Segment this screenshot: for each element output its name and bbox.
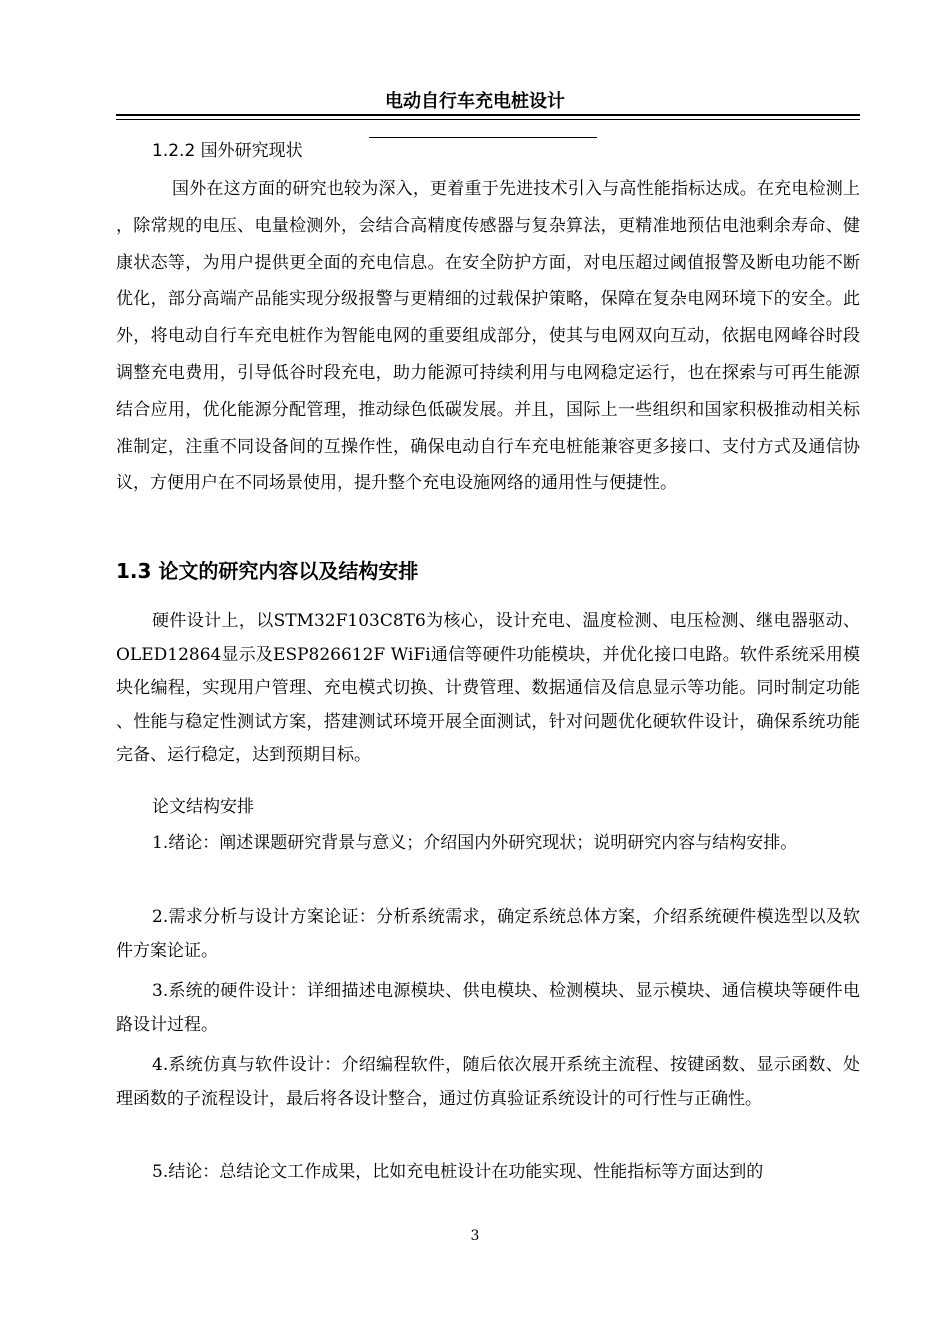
structure-list-item: 5.结论：总结论文工作成果，比如充电桩设计在功能实现、性能指标等方面达到的 [152, 1162, 764, 1182]
running-header-title: 电动自行车充电桩设计 [385, 91, 565, 112]
structure-list-item: 4.系统仿真与软件设计：介绍编程软件，随后依次展开系统主流程、按键函数、显示函数、处理函数的子流程设计，最后将各设计整合，通过仿真验证系统设计的可行性与正确性。 [116, 1055, 860, 1109]
research-content-paragraph: 硬件设计上，以STM32F103C8T6为核心，设计充电、温度检测、电压检测、继电器驱动、OLED12864显示及ESP826612F WiFi通信等硬件功能模块，并优化接口电路。软件系统采用模块化编程，实现用户管理、充电模式切换、计费管理、数据通信及信息显示等功能。同时制定功能、性能与稳定性测试方案，搭建测试环境开展全面测试，针对问题优化硬软件设计，确保系统功能完备、运行稳定，达到预期目标。 [116, 611, 860, 765]
header-rule-thin [116, 119, 860, 120]
header-short-rule [369, 137, 597, 138]
page-number: 3 [470, 1228, 480, 1244]
structure-list-item: 2.需求分析与设计方案论证：分析系统需求，确定系统总体方案，介绍系统硬件模选型以及软件方案论证。 [116, 907, 860, 961]
subsection-heading-1-2-2: 1.2.2 国外研究现状 [152, 141, 303, 161]
structure-list-item: 1.绪论：阐述课题研究背景与意义；介绍国内外研究现状；说明研究内容与结构安排。 [152, 833, 798, 853]
structure-list-item: 3.系统的硬件设计：详细描述电源模块、供电模块、检测模块、显示模块、通信模块等硬件电路设计过程。 [116, 981, 860, 1035]
section-heading-1-3: 1.3 论文的研究内容以及结构安排 [116, 559, 419, 583]
header-rule-thick [116, 114, 860, 116]
structure-label: 论文结构安排 [152, 797, 254, 817]
foreign-research-paragraph: 国外在这方面的研究也较为深入，更着重于先进技术引入与高性能指标达成。在充电检测上，除常规的电压、电量检测外，会结合高精度传感器与复杂算法，更精准地预估电池剩余寿命、健康状态等，为用户提供更全面的充电信息。在安全防护方面，对电压超过阈值报警及断电功能不断优化，部分高端产品能实现分级报警与更精细的过载保护策略，保障在复杂电网环境下的安全。此外，将电动自行车充电桩作为智能电网的重要组成部分，使其与电网双向互动，依据电网峰谷时段调整充电费用，引导低谷时段充电，助力能源可持续利用与电网稳定运行，也在探索与可再生能源结合应用，优化能源分配管理，推动绿色低碳发展。并且，国际上一些组织和国家积极推动相关标准制定，注重不同设备间的互操作性，确保电动自行车充电桩能兼容更多接口、支付方式及通信协议，方便用户在不同场景使用，提升整个充电设施网络的通用性与便捷性。 [116, 179, 860, 494]
